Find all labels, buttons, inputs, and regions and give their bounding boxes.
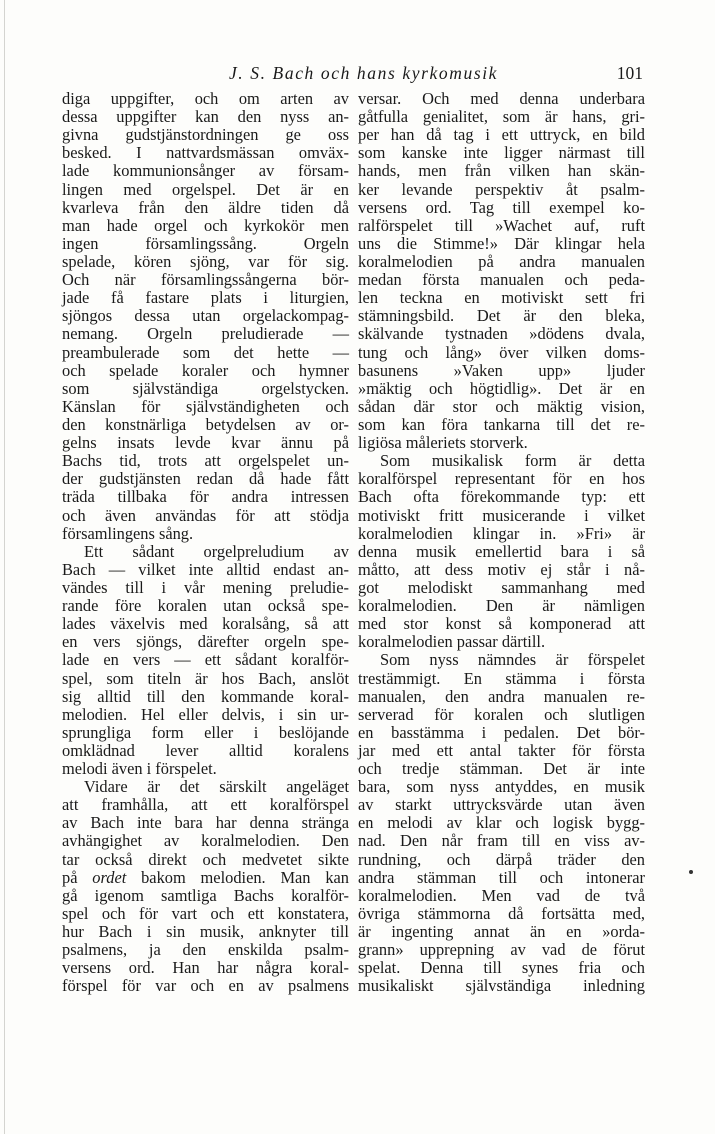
text-line: Vidare är det särskilt angeläget	[84, 777, 349, 797]
text-line: motiviskt fritt musicerande i vilket	[358, 505, 645, 525]
text-line: är ingenting annat än en »orda-	[358, 922, 645, 942]
page-header	[62, 63, 645, 85]
text-line: bara, som nyss antyddes, en musik	[358, 777, 645, 797]
text-line: »mäktig och högtidlig». Det är en	[358, 378, 645, 398]
text-line: ligiösa måleriets storverk.	[358, 433, 528, 453]
text-line: spelade, kören sjöng, var för sig.	[62, 251, 349, 271]
text-line: tar också direkt och medvetet sikte	[62, 849, 349, 869]
text-segment: bakom melodien. Man kan	[126, 867, 349, 887]
text-line: rundning, och därpå träder den	[358, 849, 645, 869]
text-line: diga uppgifter, och om arten av	[62, 89, 349, 108]
text-line: Som nyss nämndes är förspelet	[380, 650, 645, 670]
text-line: spel och för vart och ett konstatera,	[62, 903, 349, 923]
text-line: som kan föra tankarna till det re-	[358, 414, 645, 434]
text-line: grann» upprepning av vad de förut	[358, 940, 645, 960]
text-line: lingen med orgelspel. Det är en	[62, 179, 349, 199]
text-line: skälvande tystnaden »dödens dvala,	[358, 324, 645, 344]
text-line: stämningsbild. Det är den bleka,	[358, 306, 645, 326]
right-column	[358, 90, 645, 995]
page-number: 101	[616, 63, 643, 83]
text-line: med stor konst så komponerad att	[358, 614, 645, 634]
paragraph	[62, 778, 349, 995]
text-line: och tredje stämman. Det är inte	[358, 759, 645, 779]
text-line: och spelade koraler och hymner	[62, 360, 349, 380]
text-line: preambulerade som det hette —	[62, 342, 349, 362]
text-line: der gudstjänsten redan då hade fått	[62, 469, 349, 489]
text-line: spel, som titeln är hos Bach, anslöt	[62, 668, 349, 688]
text-line: sådan där stor och mäktig vision,	[358, 396, 645, 416]
text-line: en melodi av klar och logisk bygg-	[358, 813, 645, 833]
italic-word: ordet	[92, 867, 127, 887]
text-line: sjöngos dessa utan orgelackompag-	[62, 306, 349, 326]
text-line: måtto, att dess motiv ej står i nå-	[358, 559, 645, 579]
text-line: Bachs tid, trots att orgelspelet un-	[62, 451, 349, 471]
text-line: koralmelodien. Den är nämligen	[358, 596, 645, 616]
text-line: Som musikalisk form är detta	[380, 451, 645, 471]
text-line: gelns insats levde kvar ännu på	[62, 433, 349, 453]
text-line: en vers sjöngs, därefter orgeln spe-	[62, 632, 349, 652]
text-line: ker levande perspektiv åt psalm-	[358, 179, 645, 199]
text-line: versens ord. Tag till exempel ko-	[358, 197, 645, 217]
text-line: ralförspelet till »Wachet auf, ruft	[358, 215, 645, 235]
text-line: församlingens sång.	[62, 523, 194, 543]
running-title: J. S. Bach och hans kyrkomusik	[228, 63, 499, 83]
text-line: trestämmigt. En stämma i första	[358, 668, 645, 688]
text-line: koralmelodien på andra manualen	[358, 251, 645, 271]
text-line: medan första manualen och peda-	[358, 270, 645, 290]
text-line: av starkt uttrycksvärde utan även	[358, 795, 645, 815]
text-segment: på	[62, 867, 93, 887]
text-line: dessa uppgifter kan den nyss an-	[62, 107, 349, 127]
text-line: Ett sådant orgelpreludium av	[84, 541, 349, 561]
text-line	[62, 869, 349, 887]
text-line: koralmelodien klingar in. »Fri» är	[358, 523, 645, 543]
text-line: vändes till i vår mening preludie-	[62, 577, 349, 597]
text-line: Och när församlingssångerna bör-	[62, 270, 349, 290]
text-line: hur Bach i sin musik, anknyter till	[62, 922, 349, 942]
text-line: denna musik emellertid bara i så	[358, 541, 645, 561]
left-column	[62, 90, 349, 995]
paragraph	[358, 452, 645, 651]
text-line: manualen, den andra manualen re-	[358, 686, 645, 706]
text-line: Känslan för självständigheten och	[62, 396, 349, 416]
text-line: melodi även i förspelet.	[62, 759, 217, 779]
text-line: spelat. Denna till synes fria och	[358, 958, 645, 978]
paragraph	[62, 543, 349, 778]
text-line: sprungliga form eller i beslöjande	[62, 722, 349, 742]
text-line: per han då tag i ett uttryck, en bild	[358, 125, 645, 145]
text-line: och även användas för att stödja	[62, 505, 349, 525]
text-line: serverad för koralen och slutligen	[358, 704, 645, 724]
text-line: lade en vers — ett sådant koralför-	[62, 650, 349, 670]
text-line: kvarleva från den äldre tiden då	[62, 197, 349, 217]
text-line: gå igenom samtliga Bachs koralför-	[62, 885, 349, 905]
text-line: musikaliskt självständiga inledning	[358, 976, 645, 996]
text-line: len teckna en motiviskt sett fri	[358, 288, 645, 308]
text-line: som självständiga orgelstycken.	[62, 378, 349, 398]
text-line: givna gudstjänstordningen ge oss	[62, 125, 349, 145]
text-line: en basstämma i pedalen. Det bör-	[358, 722, 645, 742]
text-line: nemang. Orgeln preludierade —	[62, 324, 349, 344]
text-line: koralmelodien passar därtill.	[358, 632, 546, 652]
text-line: tung och lång» över vilken doms-	[358, 342, 645, 362]
text-line: ingen församlingssång. Orgeln	[62, 233, 349, 253]
text-line: av Bach inte bara har denna stränga	[62, 813, 349, 833]
text-line: psalmens, ja den enskilda psalm-	[62, 940, 349, 960]
text-line: avhängighet av koralmelodien. Den	[62, 831, 349, 851]
text-line: sig alltid till den kommande koral-	[62, 686, 349, 706]
text-line: förspel för var och en av psalmens	[62, 976, 349, 996]
text-line: got melodiskt sammanhang med	[358, 577, 645, 597]
text-line: Bach ofta förekommande typ: ett	[358, 487, 645, 507]
text-line: lades växelvis med koralsång, så att	[62, 614, 349, 634]
paragraph	[358, 90, 645, 452]
text-line: träda tillbaka för andra intressen	[62, 487, 349, 507]
text-line: koralmelodien. Men vad de två	[358, 885, 645, 905]
text-line: versar. Och med denna underbara	[358, 89, 645, 108]
text-line: koralförspel representant för en hos	[358, 469, 645, 489]
text-line: den konstnärliga betydelsen av or-	[62, 414, 349, 434]
text-line: versens ord. Han har några koral-	[62, 958, 349, 978]
text-line: andra stämman till och intonerar	[358, 867, 645, 887]
text-line: jade få fastare plats i liturgien,	[62, 288, 349, 308]
text-line: övriga stämmorna då fortsätta med,	[358, 903, 645, 923]
text-line: som kanske inte ligger närmast till	[358, 143, 645, 163]
text-line: basunens »Vaken upp» ljuder	[358, 360, 645, 380]
text-line: besked. I nattvardsmässan omväx-	[62, 143, 349, 163]
text-line: att framhålla, att ett koralförspel	[62, 795, 349, 815]
text-line: jar med ett antal takter för första	[358, 740, 645, 760]
paragraph	[358, 651, 645, 995]
paragraph	[62, 90, 349, 543]
text-line: omklädnad lever alltid koralens	[62, 740, 349, 760]
ink-speck	[689, 870, 693, 874]
text-line: lade kommunionsånger av försam-	[62, 161, 349, 181]
text-line: nad. Den når fram till en viss av-	[358, 831, 645, 851]
text-line: uns die Stimme!» Där klingar hela	[358, 233, 645, 253]
text-line: rande före koralen utan också spe-	[62, 596, 349, 616]
text-line: melodien. Hel eller delvis, i sin ur-	[62, 704, 349, 724]
text-line: hands, men från vilken han skän-	[358, 161, 645, 181]
text-line: gåtfulla genialitet, som är hans, gri-	[358, 107, 645, 127]
scan-edge	[4, 0, 5, 1134]
text-line: man hade orgel och kyrkokör men	[62, 215, 349, 235]
text-line: Bach — vilket inte alltid endast an-	[62, 559, 349, 579]
